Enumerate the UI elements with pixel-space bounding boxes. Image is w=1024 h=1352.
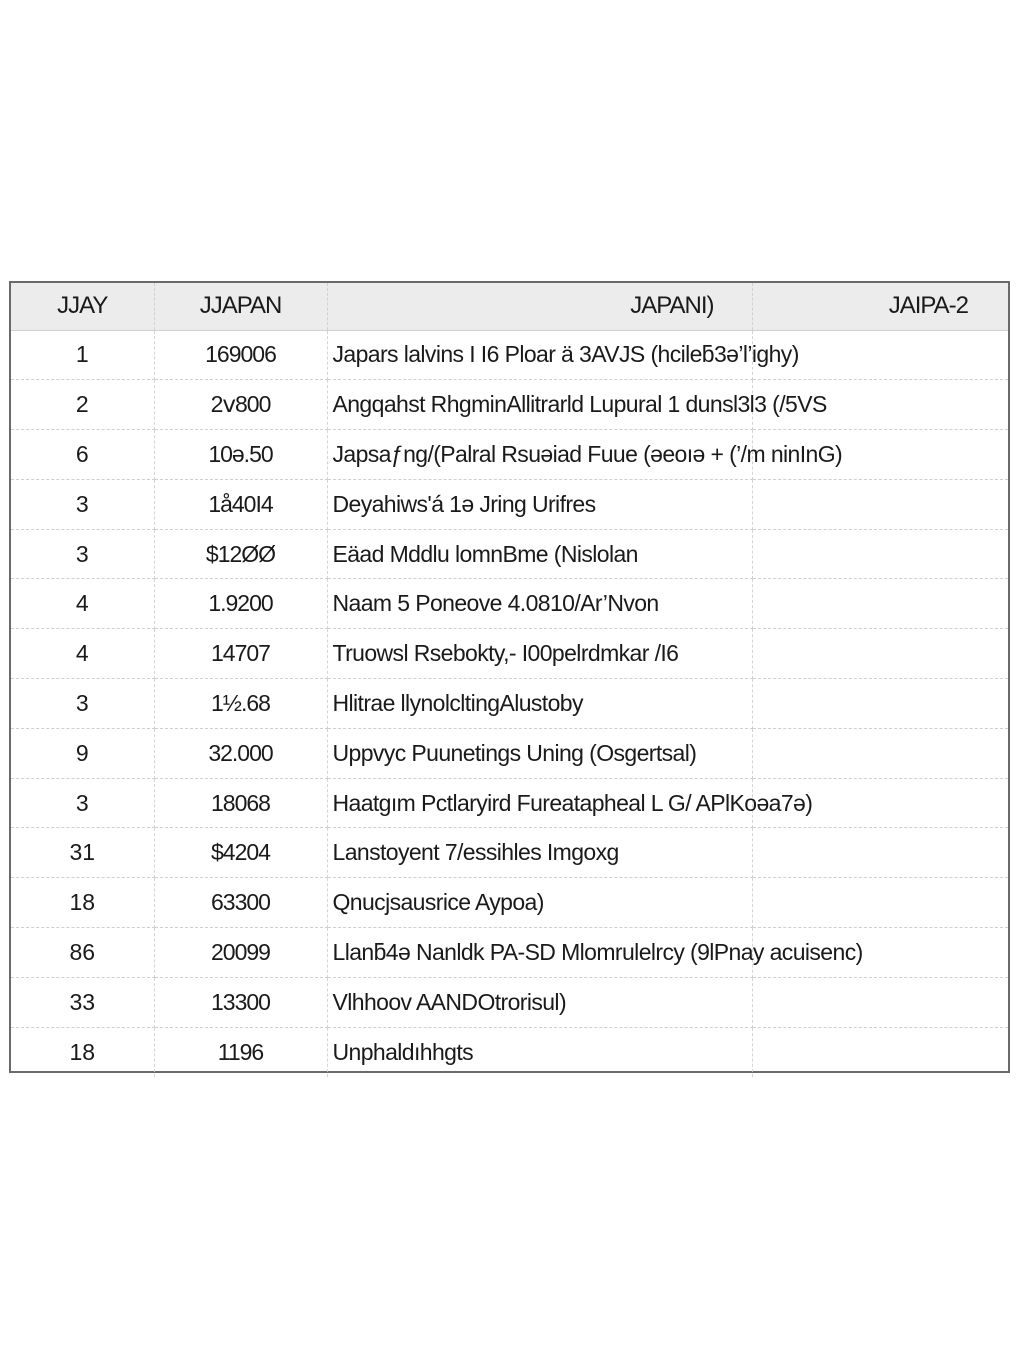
cell-description-text: Japars lalvins I I6 Ploar ä 3AVJS (hcileƃ3ə’l’ighy): [332, 341, 799, 368]
data-table: [9, 281, 1010, 1073]
cell-description-text: Naam 5 Poneove 4.0810/Ar’Nvon: [332, 590, 659, 617]
cell-description-text: Llanƃ4ə Nanldk PA-SD Mlomrulelrcy (9lPnay acuisenc): [332, 938, 863, 965]
cell-description-text: Hlitrae llynolcltingAlustoby: [332, 689, 583, 716]
cell-description-text: Eäad Mddlu lomnBme (Nislolan: [332, 540, 638, 567]
cell-id: 6: [11, 430, 154, 480]
cell-extra: [752, 479, 1008, 529]
cell-description: [327, 1027, 752, 1077]
cell-number: 2ⅴ800: [154, 380, 327, 430]
cell-description: [327, 529, 752, 579]
cell-description-text: Unphaldıhhgts: [332, 1038, 474, 1065]
cell-id: 3: [11, 778, 154, 828]
cell-description-text: Qnucjsausrice Aypoa): [332, 889, 544, 916]
cell-description-text: Lanstoyent 7/essihles Imgoxg: [332, 839, 619, 866]
table-row[interactable]: [11, 629, 1008, 679]
cell-extra: [752, 878, 1008, 928]
cell-description: [327, 778, 813, 828]
table-row[interactable]: [11, 928, 1008, 978]
cell-description: [327, 679, 752, 729]
cell-id: 4: [11, 579, 154, 629]
cell-extra: [752, 728, 1008, 778]
cell-extra: [752, 579, 1008, 629]
cell-id: 86: [11, 928, 154, 978]
cell-description: [327, 430, 843, 480]
table-row[interactable]: [11, 878, 1008, 928]
cell-extra: [752, 977, 1008, 1027]
cell-description-text: Uppvyc Puunetings Uning (Osgertsal): [332, 739, 697, 766]
table-row[interactable]: [11, 1027, 1008, 1077]
table-header: [11, 283, 1008, 330]
cell-id: 3: [11, 479, 154, 529]
cell-description-text: Japsaƒng/(Palral Rsuəiad Fuue (əeoıə + (’/m ninInG): [332, 440, 843, 467]
cell-number: 1196: [154, 1027, 327, 1077]
column-header-1[interactable]: JJAY: [11, 283, 154, 330]
cell-id: 31: [11, 828, 154, 878]
table-row[interactable]: [11, 380, 1008, 430]
cell-number: 10ə.50: [154, 430, 327, 480]
cell-description: [327, 629, 752, 679]
cell-number: 169006: [154, 330, 327, 380]
cell-extra: [752, 1027, 1008, 1077]
cell-id: 1: [11, 330, 154, 380]
cell-id: 9: [11, 728, 154, 778]
column-header-4[interactable]: JAIPA-2: [752, 283, 1008, 330]
cell-number: 1½.68: [154, 679, 327, 729]
cell-description-text: Angqahst RhgminAllitrarld Lupural 1 dunsl3l3 (/5VS: [332, 391, 827, 418]
table-row[interactable]: [11, 330, 1008, 380]
cell-number: $4204: [154, 828, 327, 878]
cell-number: 20099: [154, 928, 327, 978]
cell-number: 63300: [154, 878, 327, 928]
table-row[interactable]: [11, 430, 1008, 480]
table-row[interactable]: [11, 679, 1008, 729]
cell-description: [327, 579, 752, 629]
cell-id: 33: [11, 977, 154, 1027]
column-header-2[interactable]: JJAPAN: [154, 283, 327, 330]
table-row[interactable]: [11, 778, 1008, 828]
cell-id: 2: [11, 380, 154, 430]
cell-description: [327, 479, 752, 529]
cell-description: [327, 728, 752, 778]
header-row: [11, 283, 1008, 330]
column-header-3[interactable]: JAPANI): [327, 283, 752, 330]
cell-number: 1.9200: [154, 579, 327, 629]
cell-number: 14707: [154, 629, 327, 679]
cell-description-text: Truowsl Rsebokty,- I00pelrdmkar /I6: [332, 640, 679, 667]
cell-description: [327, 380, 827, 430]
cell-id: 18: [11, 878, 154, 928]
cell-description: [327, 828, 752, 878]
cell-description: [327, 977, 752, 1027]
cell-id: 4: [11, 629, 154, 679]
table-row[interactable]: [11, 977, 1008, 1027]
cell-number: 32.000: [154, 728, 327, 778]
cell-extra: [752, 679, 1008, 729]
table: [11, 283, 1008, 1077]
cell-extra: [752, 629, 1008, 679]
table-row[interactable]: [11, 529, 1008, 579]
cell-extra: [752, 529, 1008, 579]
cell-description: [327, 928, 863, 978]
cell-description: [327, 878, 752, 928]
table-row[interactable]: [11, 579, 1008, 629]
table-row[interactable]: [11, 728, 1008, 778]
cell-id: 18: [11, 1027, 154, 1077]
cell-number: 1å40I4: [154, 479, 327, 529]
cell-number: 13300: [154, 977, 327, 1027]
cell-id: 3: [11, 679, 154, 729]
cell-description-text: Deyahiws'á 1ə Jring Urifres: [332, 490, 596, 517]
cell-description-text: Haatgım Pctlaryird Fureatapheal L G/ APlKoəa7ə): [332, 789, 813, 816]
cell-description: [327, 330, 799, 380]
table-row[interactable]: [11, 479, 1008, 529]
cell-description-text: Vlhhoov AANDOtrorisul): [332, 988, 566, 1015]
cell-id: 3: [11, 529, 154, 579]
table-row[interactable]: [11, 828, 1008, 878]
table-body: [11, 330, 1008, 1077]
cell-number: 18068: [154, 778, 327, 828]
cell-extra: [752, 828, 1008, 878]
cell-number: $12ØØ: [154, 529, 327, 579]
